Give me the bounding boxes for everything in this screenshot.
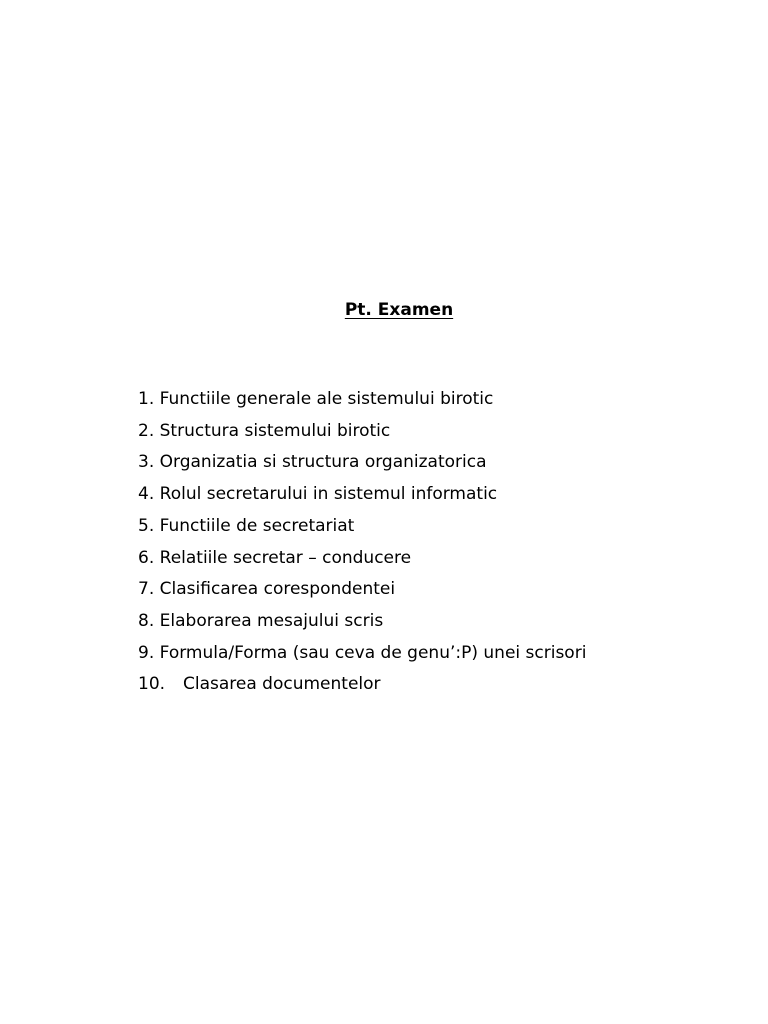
- list-item: [138, 574, 586, 606]
- item-text: Functiile de secretariat: [159, 515, 355, 536]
- item-text: Relatiile secretar – conducere: [159, 547, 412, 568]
- list-item: [138, 606, 586, 638]
- list-item: [138, 479, 586, 511]
- document-title: Pt. Examen: [344, 300, 454, 320]
- item-number: 9.: [138, 642, 155, 663]
- list-item: [138, 543, 586, 575]
- item-text: Clasificarea corespondentei: [159, 579, 396, 600]
- item-number: 6.: [138, 547, 155, 568]
- item-text: Organizatia si structura organizatorica: [159, 452, 487, 473]
- list-item: [138, 669, 586, 701]
- item-text: Rolul secretarului in sistemul informatic: [159, 484, 498, 505]
- item-text: Structura sistemului birotic: [159, 420, 391, 441]
- exam-topics-list: [138, 384, 586, 701]
- item-number: 10.: [138, 674, 166, 695]
- item-text: Functiile generale ale sistemului birotic: [159, 389, 494, 409]
- list-item: [138, 384, 586, 416]
- list-item: [138, 416, 586, 448]
- list-item: [138, 511, 586, 543]
- item-text: Clasarea documentelor: [183, 674, 381, 695]
- item-number: 3.: [138, 452, 155, 473]
- item-text: Formula/Forma (sau ceva de genu’:P) unei scrisori: [159, 642, 587, 663]
- item-number: 8.: [138, 610, 155, 631]
- item-text: Elaborarea mesajului scris: [159, 610, 384, 631]
- item-number: 5.: [138, 515, 155, 536]
- item-number: 4.: [138, 484, 155, 505]
- list-item: [138, 447, 586, 479]
- item-number: 7.: [138, 579, 155, 600]
- item-number: 2.: [138, 420, 155, 441]
- list-item: [138, 638, 586, 670]
- item-number: 1.: [138, 389, 155, 409]
